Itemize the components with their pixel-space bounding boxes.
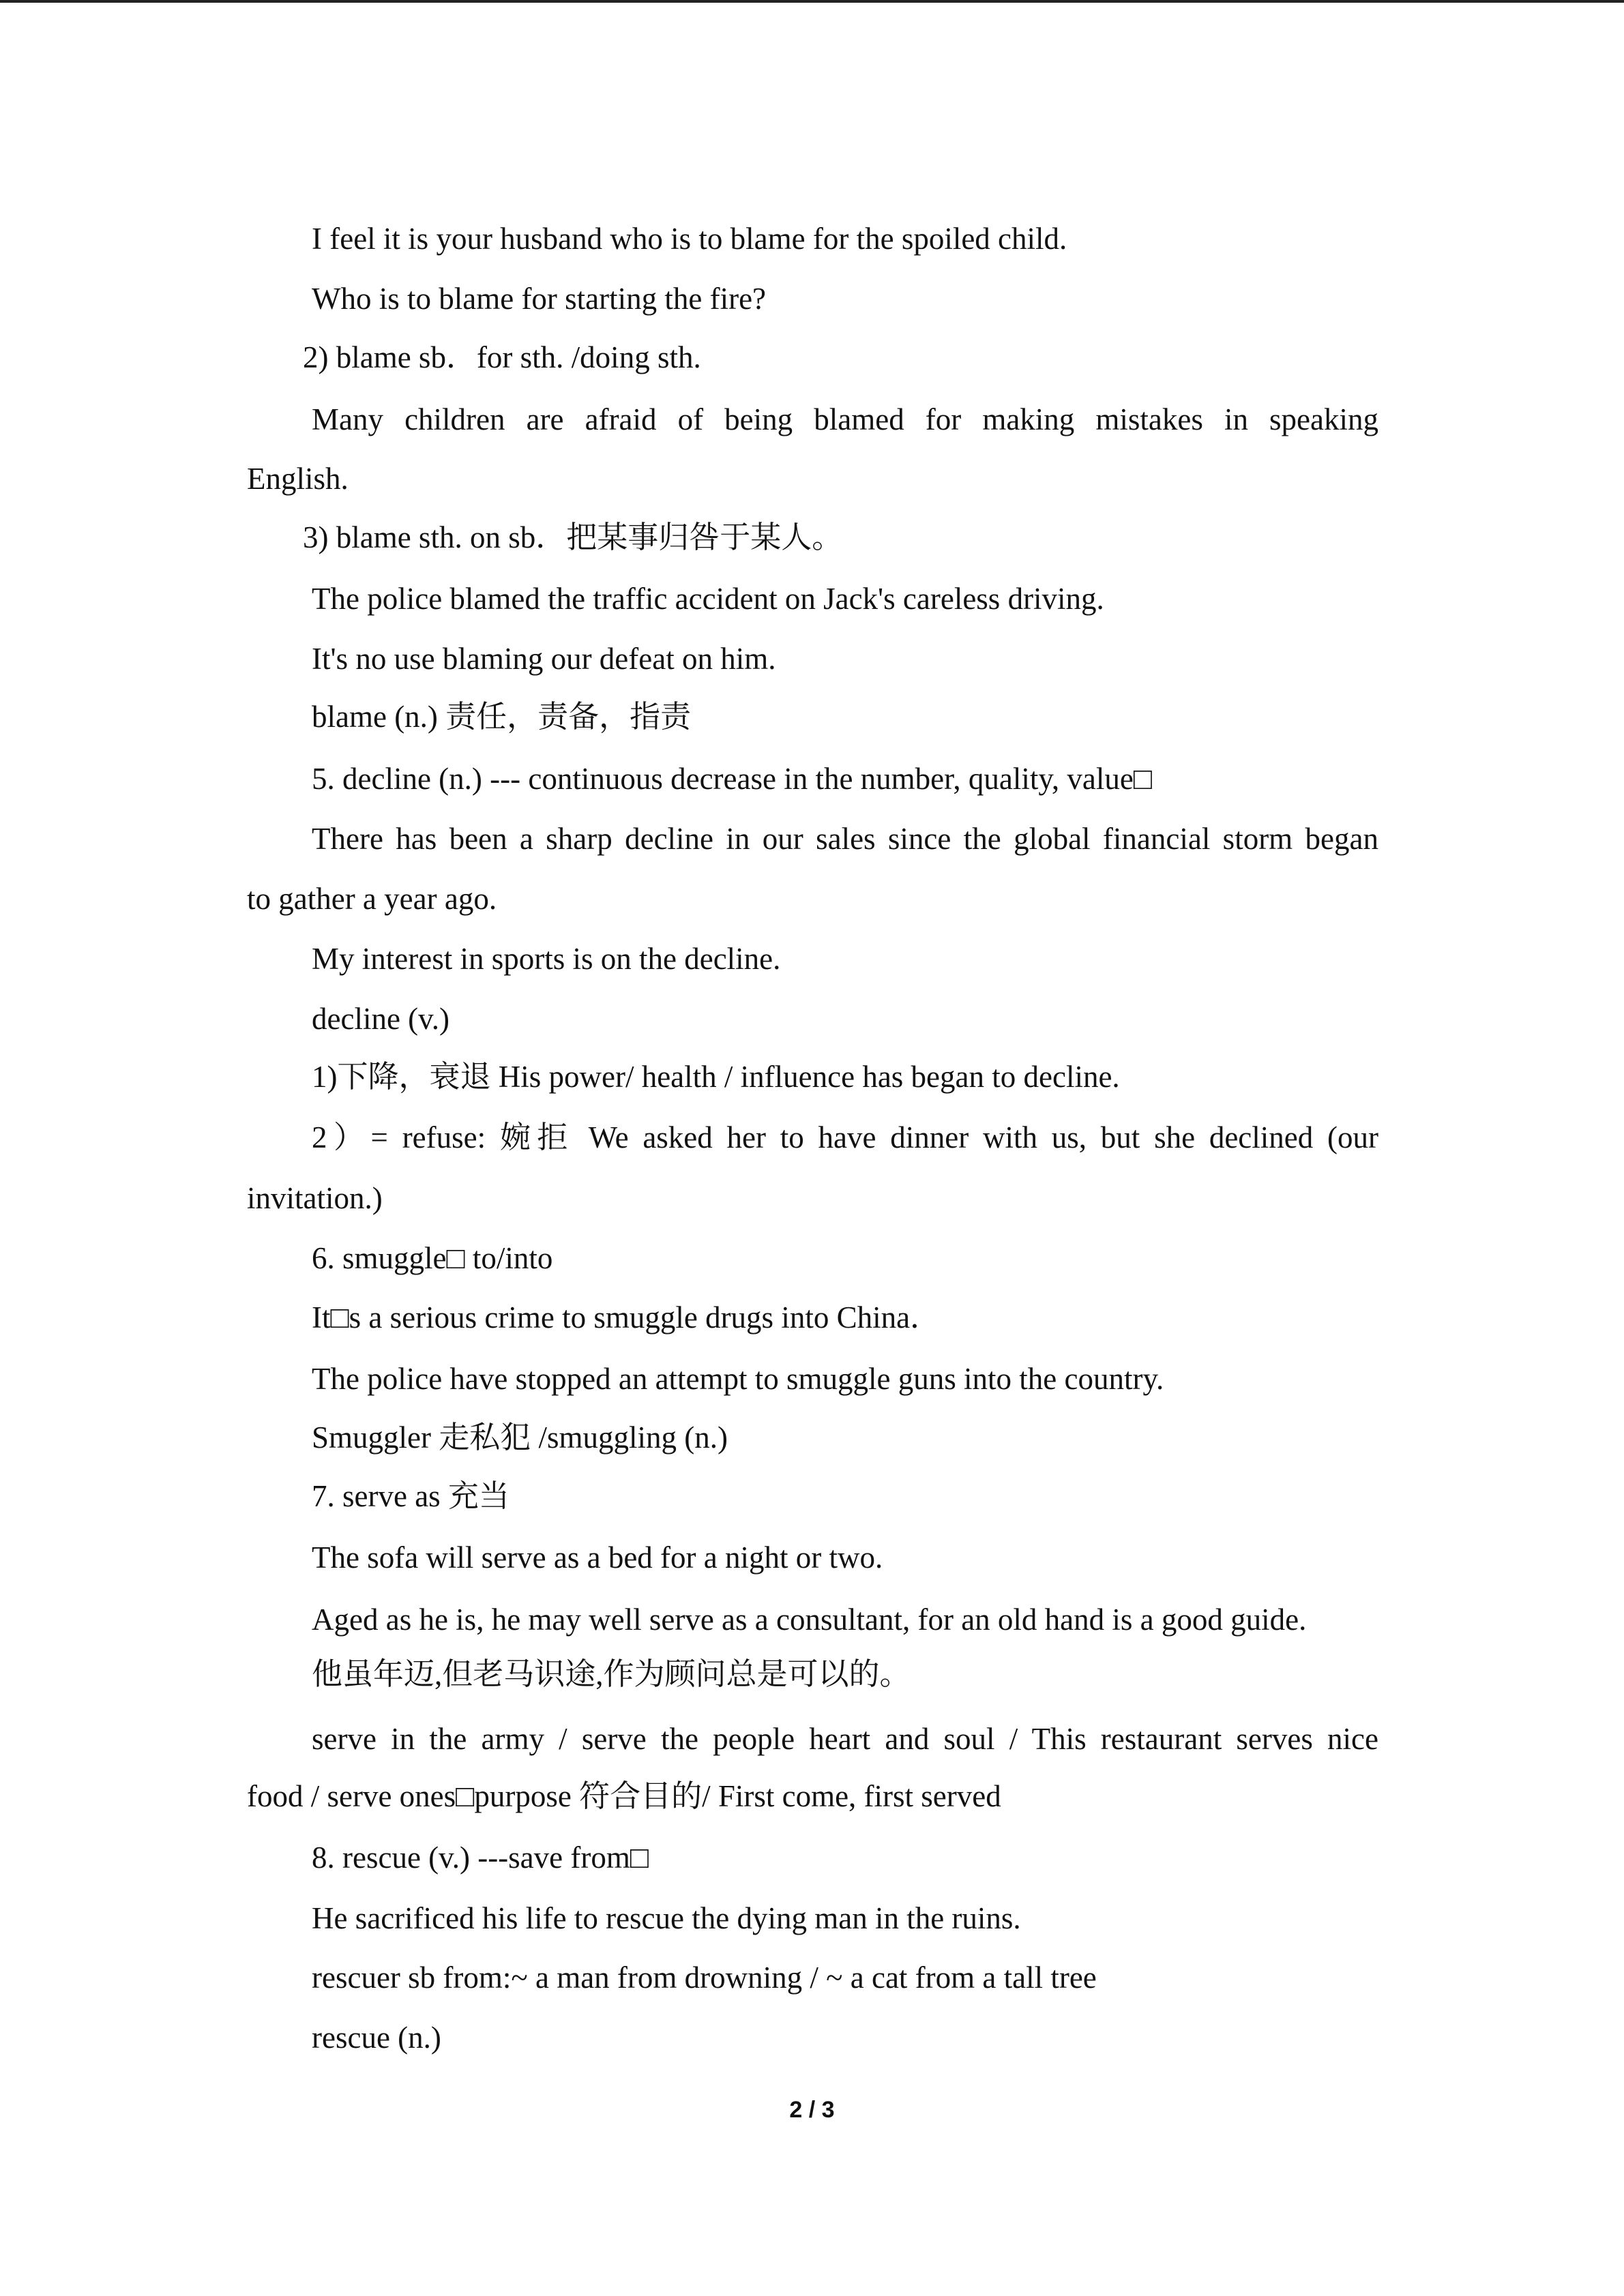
text-line: blame (n.) 责任，责备，指责 (312, 700, 692, 734)
text-line: food / serve ones□purpose 符合目的/ First come, first served (247, 1779, 1001, 1813)
text-line: Smuggler 走私犯 /smuggling (n.) (312, 1420, 728, 1455)
text-line: Many children are afraid of being blamed for making mistakes in speaking (312, 402, 1378, 436)
text-line: to gather a year ago. (247, 882, 497, 916)
list-item-heading: 3) blame sth. on sb．把某事归咎于某人。 (303, 520, 843, 554)
text-line: I feel it is your husband who is to blame for the spoiled child. (312, 222, 1067, 256)
text-line: decline (v.) (312, 1002, 449, 1036)
vocab-heading: 8. rescue (v.) ---save from□ (312, 1840, 649, 1875)
text-line: invitation.) (247, 1181, 383, 1215)
text-line: Who is to blame for starting the fire? (312, 282, 767, 316)
text-line: 1)下降，衰退 His power/ health / influence has began to decline. (312, 1060, 1120, 1094)
text-line: There has been a sharp decline in our sales since the global financial storm began (312, 822, 1378, 856)
text-line: My interest in sports is on the decline. (312, 942, 781, 976)
vocab-heading: 5. decline (n.) --- continuous decrease in the number, quality, value□ (312, 762, 1153, 796)
text-line: rescuer sb from:~ a man from drowning / ~ a cat from a tall tree (312, 1960, 1097, 1995)
text-line: The sofa will serve as a bed for a night or two. (312, 1540, 883, 1575)
text-line: rescue (n.) (312, 2021, 441, 2055)
vocab-heading: 7. serve as 充当 (312, 1479, 510, 1513)
text-line: serve in the army / serve the people heart and soul / This restaurant serves nice (312, 1722, 1378, 1756)
text-line: English. (247, 462, 349, 496)
text-line: It's no use blaming our defeat on him. (312, 642, 776, 676)
list-item-heading: 2) blame sb．for sth. /doing sth. (303, 340, 701, 374)
text-line: It□s a serious crime to smuggle drugs into China． (312, 1300, 941, 1335)
text-line: 2）= refuse: 婉拒 We asked her to have dinner with us, but she declined (our (312, 1120, 1378, 1154)
text-line: He sacrificed his life to rescue the dying man in the ruins. (312, 1901, 1021, 1935)
text-line: The police blamed the traffic accident on Jack's careless driving. (312, 582, 1104, 616)
text-line: The police have stopped an attempt to smuggle guns into the country. (312, 1362, 1164, 1396)
text-line: 他虽年迈,但老马识途,作为顾问总是可以的。 (312, 1657, 911, 1691)
vocab-heading: 6. smuggle□ to/into (312, 1241, 553, 1275)
page-number: 2 / 3 (789, 2097, 835, 2123)
text-line: Aged as he is, he may well serve as a consultant, for an old hand is a good guide. (312, 1602, 1307, 1637)
